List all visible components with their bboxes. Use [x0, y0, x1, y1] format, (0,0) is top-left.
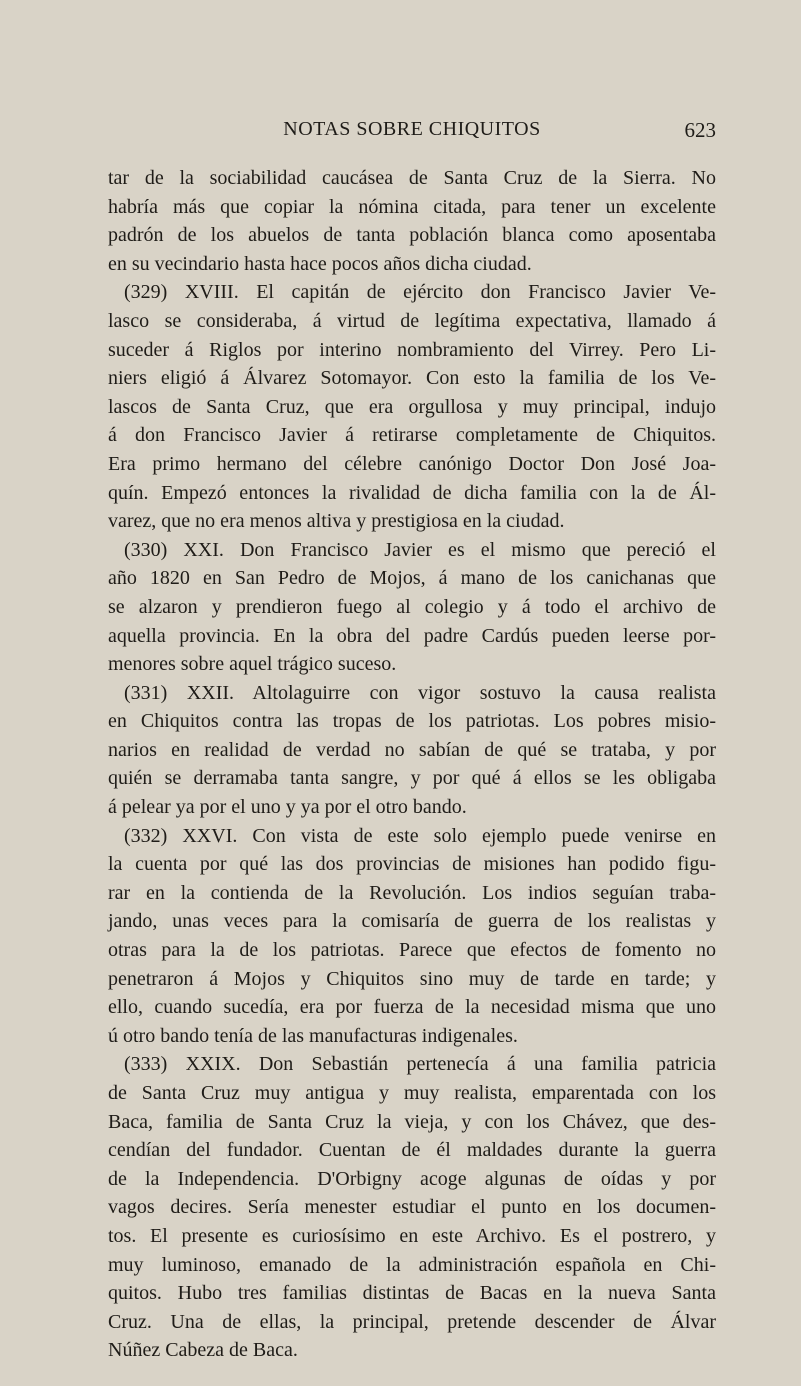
text-line: menores sobre aquel trágico suceso. — [108, 653, 397, 676]
text-line: Núñez Cabeza de Baca. — [108, 1339, 298, 1362]
text-line: habría más que copiar la nómina citada, para tener un excelente — [108, 195, 716, 218]
text-line: se alzaron y prendieron fuego al colegio y á todo el archivo de — [108, 595, 716, 618]
text-line: tos. El presente es curiosísimo en este Archivo. Es el postrero, y — [108, 1224, 716, 1247]
text-line: niers eligió á Álvarez Sotomayor. Con esto la familia de los Ve- — [108, 367, 716, 390]
text-line: narios en realidad de verdad no sabían de qué se trataba, y por — [108, 738, 716, 761]
text-line: (332) XXVI. Con vista de este solo ejemplo puede venirse en — [124, 824, 716, 847]
text-line: en su vecindario hasta hace pocos años dicha ciudad. — [108, 252, 532, 275]
running-title: NOTAS SOBRE CHIQUITOS — [283, 118, 541, 140]
text-line: Era primo hermano del célebre canónigo Doctor Don José Joa- — [108, 452, 716, 475]
text-line: suceder á Riglos por interino nombramiento del Virrey. Pero Li- — [108, 338, 716, 361]
text-line: (330) XXI. Don Francisco Javier es el mismo que pereció el — [124, 538, 716, 561]
text-line: quitos. Hubo tres familias distintas de Bacas en la nueva Santa — [108, 1282, 716, 1305]
running-head — [108, 118, 716, 148]
text-line: quín. Empezó entonces la rivalidad de dicha familia con la de Ál- — [108, 481, 716, 504]
text-line: jando, unas veces para la comisaría de guerra de los realistas y — [108, 910, 716, 933]
page-number: 623 — [684, 118, 716, 142]
text-line: penetraron á Mojos y Chiquitos sino muy de tarde en tarde; y — [108, 967, 716, 990]
text-line: año 1820 en San Pedro de Mojos, á mano de los canichanas que — [108, 567, 716, 590]
text-line: la cuenta por qué las dos provincias de misiones han podido figu- — [108, 853, 716, 876]
text-line: á don Francisco Javier á retirarse completamente de Chiquitos. — [108, 424, 716, 447]
text-line: vagos decires. Sería menester estudiar el punto en los documen- — [108, 1196, 716, 1219]
text-line: ello, cuando sucedía, era por fuerza de la necesidad misma que uno — [108, 996, 716, 1019]
text-line: otras para la de los patriotas. Parece que efectos de fomento no — [108, 939, 716, 962]
text-line: padrón de los abuelos de tanta población blanca como aposentaba — [108, 224, 716, 247]
body-text — [108, 164, 716, 1365]
text-line: varez, que no era menos altiva y prestigiosa en la ciudad. — [108, 510, 565, 533]
text-line: cendían del fundador. Cuentan de él maldades durante la guerra — [108, 1139, 716, 1162]
text-line: de la Independencia. D'Orbigny acoge algunas de oídas y por — [108, 1167, 716, 1190]
text-line: (329) XVIII. El capitán de ejército don Francisco Javier Ve- — [124, 281, 716, 304]
text-line: rar en la contienda de la Revolución. Los indios seguían traba- — [108, 881, 716, 904]
text-line: Baca, familia de Santa Cruz la vieja, y con los Chávez, que des- — [108, 1110, 716, 1133]
text-line: (331) XXII. Altolaguirre con vigor sostuvo la causa realista — [124, 681, 716, 704]
text-line: lasco se consideraba, á virtud de legítima expectativa, llamado á — [108, 309, 716, 332]
text-line: Cruz. Una de ellas, la principal, pretende descender de Álvar — [108, 1310, 716, 1333]
text-line: tar de la sociabilidad caucásea de Santa Cruz de la Sierra. No — [108, 167, 716, 189]
text-line: lascos de Santa Cruz, que era orgullosa y muy principal, indujo — [108, 395, 716, 418]
text-line: ú otro bando tenía de las manufacturas indigenales. — [108, 1024, 518, 1047]
text-line: (333) XXIX. Don Sebastián pertenecía á una familia patricia — [124, 1053, 716, 1076]
text-line: de Santa Cruz muy antigua y muy realista, emparentada con los — [108, 1082, 716, 1104]
text-line: quién se derramaba tanta sangre, y por qué á ellos se les obligaba — [108, 767, 716, 790]
text-line: muy luminoso, emanado de la administración española en Chi- — [108, 1253, 716, 1276]
text-line: aquella provincia. En la obra del padre Cardús pueden leerse por- — [108, 624, 716, 647]
text-line: á pelear ya por el uno y ya por el otro bando. — [108, 796, 467, 819]
text-line: en Chiquitos contra las tropas de los patriotas. Los pobres misio- — [108, 710, 716, 733]
